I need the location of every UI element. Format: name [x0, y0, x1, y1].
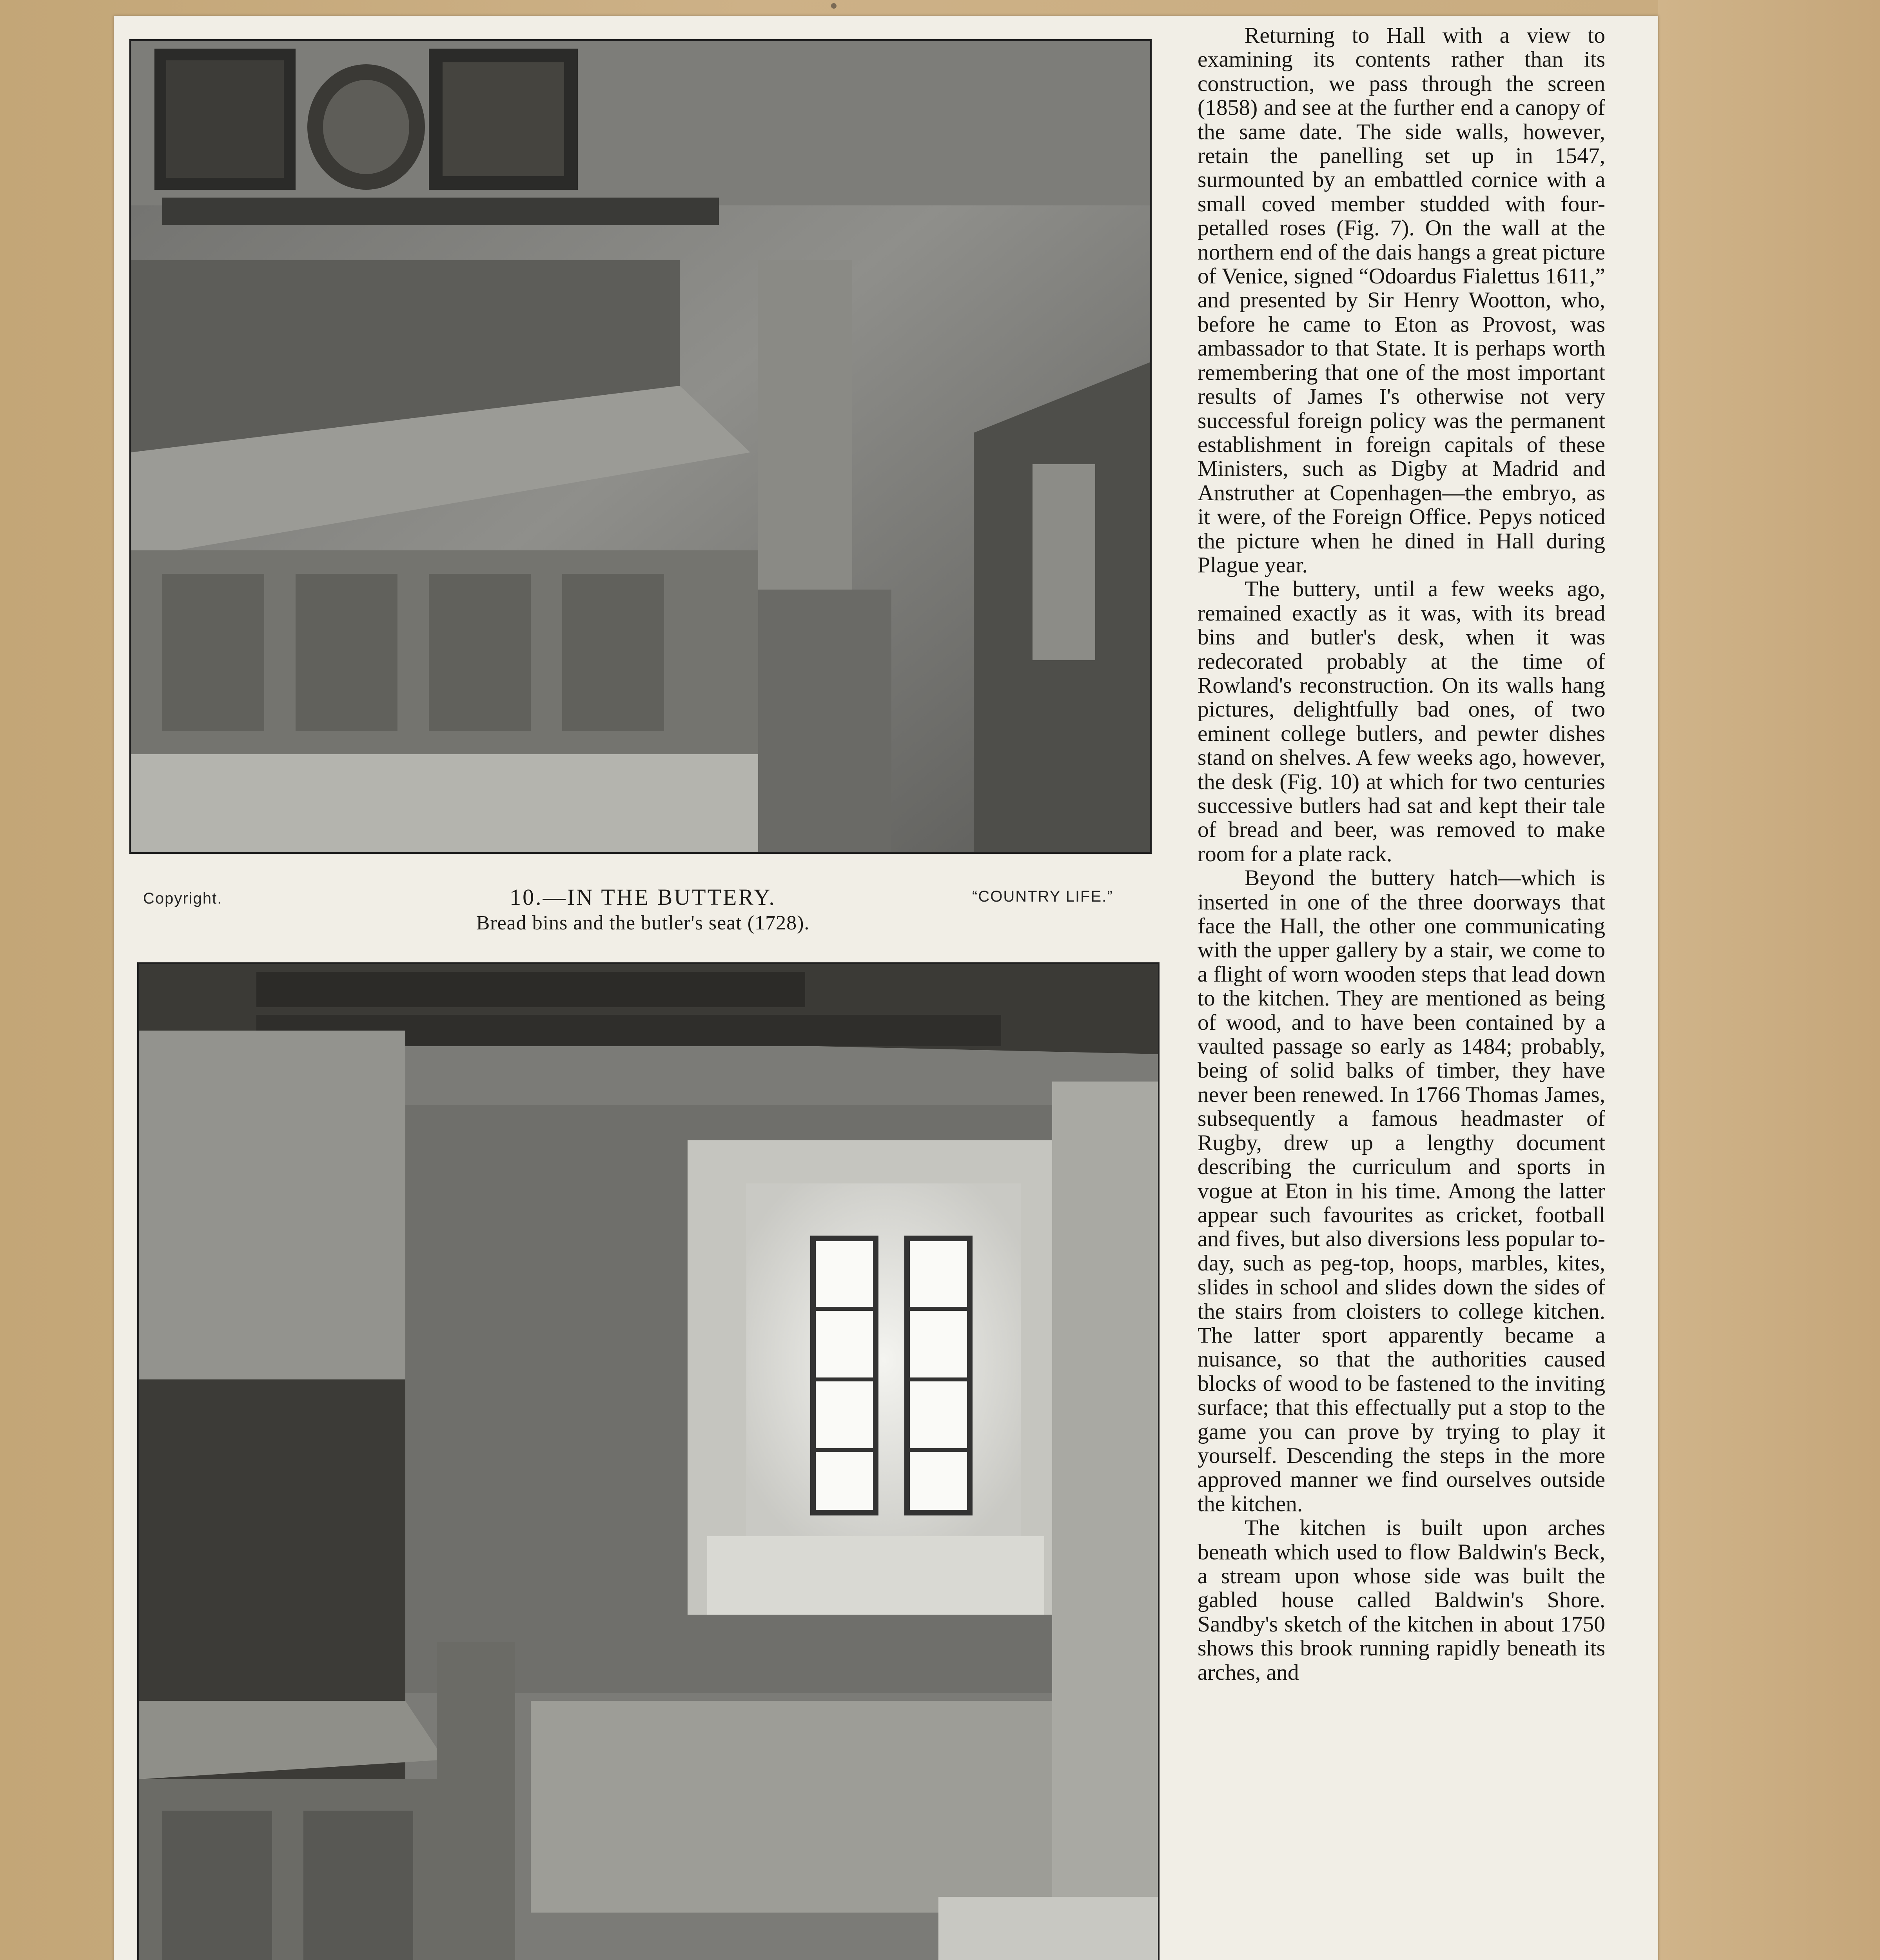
pin-mark [831, 3, 837, 9]
article-paragraph-4: The kitchen is built upon arches beneath which used to flow Baldwin's Beck, a stream upon whose side was built the gabled house called Baldwin's Shore. Sandby's sketch of the kitchen in about 1750 shows this brook running rapidly beneath its arches, and [1198, 1515, 1605, 1685]
article-paragraph-1: Returning to Hall with a view to examining its contents rather than its construction, we pass through the screen (1858) and see at the further end a canopy of the same date. The side walls, however, retain the panelling set up in 1547, surmounted by an embattled cornice with a small coved member studded with four-petalled roses (Fig. 7). On the wall at the northern end of the dais hangs a great picture of Venice, signed “Odoardus Fialettus 1611,” and presented by Sir Henry Wootton, who, before he came to Eton as Provost, was ambassador to that State. It is perhaps worth remembering that one of the most important results of James I's otherwise not very successful foreign policy was the permanent establishment in foreign capitals of these Ministers, such as Digby at Madrid and Anstruther at Copenhagen—the embryo, as it were, of the Foreign Office. Pepys noticed the picture when he dined in Hall during Plague year. [1198, 23, 1605, 577]
photo-buttery [129, 39, 1152, 854]
photo-buttery-window [137, 962, 1160, 1960]
fig10-copyright: Copyright. [143, 890, 223, 907]
article-paragraph-2: The buttery, until a few weeks ago, remained exactly as it was, with its bread bins and butler's desk, when it was redecorated probably at the time of Rowland's reconstruction. On its walls hang pictures, delightfully bad ones, of two eminent college butlers, and pewter dishes stand on shelves. A few weeks ago, however, the desk (Fig. 10) at which for two centuries successive butlers had sat and kept their tale of bread and beer, was removed to make room for a plate rack. [1198, 577, 1605, 866]
board-margin [1658, 0, 1880, 1960]
article-paragraph-3: Beyond the buttery hatch—which is inserted in one of the three doorways that face the Hall, the other one communicating with the upper gallery by a stair, we come to a flight of worn wooden steps that lead down to the kitchen. They are mentioned as being of wood, and to have been contained by a vaulted passage so early as 1484; probably, being of solid balks of timber, they have never been renewed. In 1766 Thomas James, subsequently a famous headmaster of Rugby, drew up a lengthy document describing the curriculum and sports in vogue at Eton in his time. Among the latter appear such favourites as cricket, football and fives, but also diversions less popular to-day, such as peg-top, hoops, marbles, kites, slides in school and slides down the sides of the stairs from cloisters to college kitchen. The latter sport apparently became a nuisance, so that the authorities caused blocks of wood to be fastened to the inviting surface; that this effectually put a stop to the game you can prove by trying to play it yourself. Descending the steps in the more approved manner we find ourselves outside the kitchen. [1198, 866, 1605, 1516]
fig10-title: 10.—IN THE BUTTERY. [510, 884, 776, 910]
fig10-credit: “COUNTRY LIFE.” [972, 888, 1113, 905]
article-column [1198, 24, 1605, 1684]
fig10-subtitle: Bread bins and the butler's seat (1728). [476, 912, 810, 934]
